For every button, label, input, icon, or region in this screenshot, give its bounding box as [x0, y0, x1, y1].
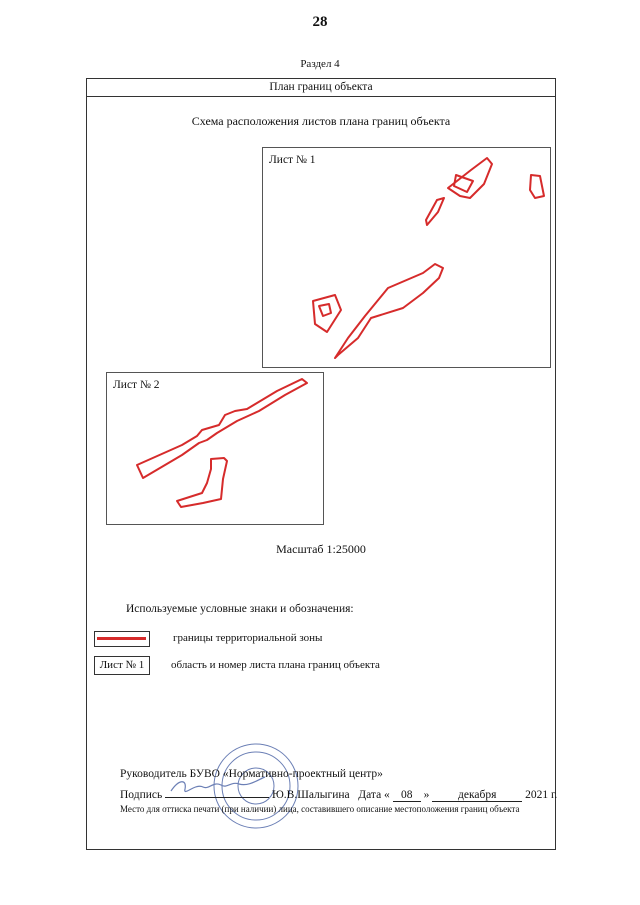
sheet-2-label: Лист № 2	[113, 379, 160, 391]
legend-sheet-text: область и номер листа плана границ объекта	[171, 659, 380, 671]
legend-line-text: границы территориальной зоны	[173, 632, 323, 644]
boundary-polygon	[530, 175, 544, 198]
handwritten-signature	[165, 785, 269, 798]
boundary-polygon	[137, 379, 307, 478]
boundary-polygon	[454, 175, 473, 192]
frame-title: План границ объекта	[86, 78, 556, 97]
date-close-quote: »	[423, 789, 430, 801]
signer-name: Ю.В.Шалыгина	[271, 789, 350, 801]
boundary-polygon	[177, 458, 227, 507]
sheet-2-boundary-map	[107, 373, 323, 524]
signature-scribble	[165, 775, 269, 797]
sheet-1-label: Лист № 1	[269, 154, 316, 166]
sheet-1-boundary-map	[263, 148, 550, 367]
date-label: Дата «	[358, 789, 390, 801]
sheet-2-area	[106, 372, 324, 525]
scheme-title: Схема расположения листов плана границ объекта	[191, 114, 451, 128]
page-number: 28	[312, 14, 328, 30]
date-day: 08	[393, 789, 421, 802]
signature-line	[120, 785, 557, 802]
date-month: декабря	[432, 789, 522, 802]
seal-note: Место для оттиска печати (при наличии) лица, составившего описание местоположения границ объекта	[120, 804, 520, 814]
legend-boundary-line-symbol	[97, 637, 146, 640]
legend-sheet-symbol: Лист № 1	[94, 656, 150, 675]
sheet-1-area	[262, 147, 551, 368]
date-year: 2021 г.	[525, 789, 558, 801]
boundary-polygon	[426, 198, 444, 225]
head-of-organization-line: Руководитель БУВО «Нормативно-проектный центр»	[120, 768, 383, 780]
section-label: Раздел 4	[300, 58, 340, 70]
sign-label: Подпись	[120, 789, 163, 801]
scale-label: Масштаб 1:25000	[276, 542, 366, 556]
boundary-polygon	[335, 264, 443, 358]
legend-heading: Используемые условные знаки и обозначения:	[126, 603, 354, 615]
boundary-polygon	[319, 304, 331, 316]
